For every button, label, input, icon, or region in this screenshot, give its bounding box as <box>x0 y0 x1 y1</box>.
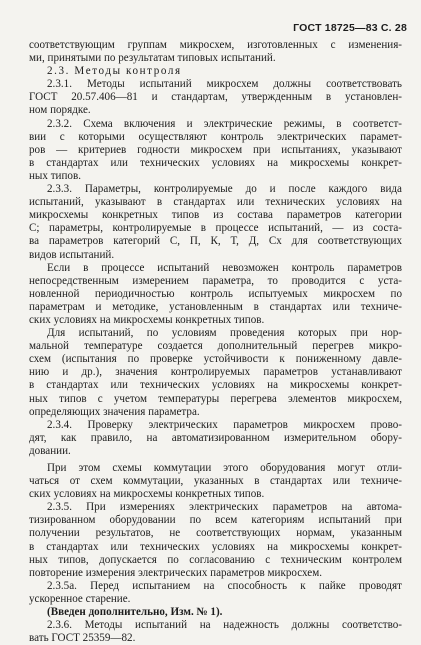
text-line: микросхемы конкретных типов из состава параметров категории <box>29 209 402 222</box>
text-line: ми, принятыми по результатам типовых испытаний. <box>29 52 276 65</box>
text-line: получении результатов, не соответствующих нормам, указанным <box>29 527 402 540</box>
text-line: в стандартах или технических условиях на микросхемы конкрет- <box>29 379 402 392</box>
text-line: чаться от схем коммутации, указанных в стандартах или техниче- <box>29 475 402 488</box>
text-line: 2.3.1. Методы испытаний микросхем должны соответствовать <box>47 78 402 91</box>
text-line: новленной периодичностью контроль испытуемых микросхем по <box>29 287 402 300</box>
text-line: тизированном оборудовании по всем категориям испытаний при <box>29 514 402 527</box>
text-line: 2.3.4. Проверку электрических параметров микросхем прово- <box>47 418 402 431</box>
text-line: ГОСТ 20.57.406—81 и стандартам, утвержденным в установлен- <box>29 91 402 104</box>
text-line: ров — критериев годности микросхем при испытаниях, указывают <box>29 143 402 156</box>
text-line: в стандартах или технических условиях на микросхемы конкрет- <box>29 540 402 553</box>
text-line: в стандартах или технических условиях на микросхемы конкрет- <box>29 156 402 169</box>
text-line: схем (испытания по проверке устойчивости к пониженному давле- <box>29 353 402 366</box>
text-line: ном порядке. <box>29 104 91 117</box>
text-line: ных типов с учетом температуры перегрева элементов микросхем, <box>29 392 402 405</box>
text-line: Для испытаний, по условиям проведения которых при нор- <box>47 327 402 340</box>
text-line: 2.3.5а. Перед испытанием на способность к пайке проводят <box>47 579 402 592</box>
document-body <box>29 39 402 645</box>
text-line: 2.3.3. Параметры, контролируемые до и после каждого вида <box>47 183 402 196</box>
text-line: При этом схемы коммутации этого оборудования могут отли- <box>47 462 402 474</box>
text-line: ва параметров категорий С, П, К, Т, Д, Сх для соответствующих <box>29 235 402 248</box>
text-line: параметрам и методике, установленным в стандартах или техниче- <box>29 300 402 313</box>
section-heading: 2.3. Методы контроля <box>47 65 182 78</box>
running-head: ГОСТ 18725—83 С. 28 <box>293 22 407 34</box>
amendment-note: (Введен дополнительно, Изм. № 1). <box>47 606 223 619</box>
text-line: ускоренное старение. <box>29 592 131 605</box>
text-line: ских условиях на микросхемы конкретных типов. <box>29 313 265 326</box>
text-line: вии с которыми осуществляют контроль электрических парамет- <box>29 130 402 143</box>
text-line: видов испытаний. <box>29 248 115 261</box>
text-line: соответствующим группам микросхем, изготовленных с изменения- <box>29 39 402 51</box>
text-line: ных типов. <box>29 169 81 182</box>
text-line: ных типов, допускается по согласованию с техническим контролем <box>29 553 402 566</box>
text-line: вать ГОСТ 25359—82. <box>29 632 136 645</box>
text-line: нию и др.), значения контролируемых параметров устанавливают <box>29 366 402 379</box>
text-line: мальной температуре создается дополнительный перегрев микро- <box>29 340 402 353</box>
text-line: дят, как правило, на автоматизированном измерительном обору- <box>29 431 402 444</box>
text-line: непосредственным измерением параметра, то проводится с уста- <box>29 274 402 287</box>
text-line: Если в процессе испытаний невозможен контроль параметров <box>47 261 402 274</box>
text-line: ских условиях на микросхемы конкретных типов. <box>29 488 265 501</box>
text-line: испытаний, указывают в стандартах или технических условиях на <box>29 196 402 209</box>
text-line: 2.3.5. При измерениях электрических параметров на автома- <box>47 501 402 514</box>
text-line: С; параметры, контролируемые в процессе испытаний, — из соста- <box>29 222 402 235</box>
text-line: довании. <box>29 444 71 457</box>
text-line: повторение измерения электрических параметров микросхем. <box>29 566 322 579</box>
text-line: определяющих значения параметра. <box>29 405 200 418</box>
text-line: 2.3.6. Методы испытаний на надежность должны соответство- <box>47 619 402 632</box>
text-line: 2.3.2. Схема включения и электрические режимы, в соответст- <box>47 117 402 130</box>
